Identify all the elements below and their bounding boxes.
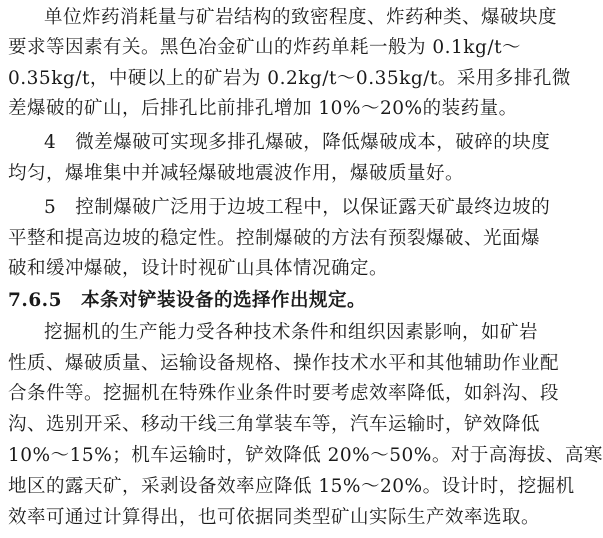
item-5-line-1: 5 控制爆破广泛用于边坡工程中，以保证露天矿最终边坡的 bbox=[44, 197, 551, 218]
para-line-1: 挖掘机的生产能力受各种技术条件和组织因素影响，如矿岩 bbox=[44, 322, 539, 343]
item-5-line-3: 破和缓冲爆破，设计时视矿山具体情况确定。 bbox=[8, 258, 389, 279]
para-line-5: 10%～15%；机车运输时，铲效降低 20%～50%。对于高海拔、高寒 bbox=[8, 445, 603, 466]
para-line-6: 地区的露天矿，采剥设备效率应降低 15%～20%。设计时，挖掘机 bbox=[8, 476, 575, 497]
section-heading-7-6-5: 7.6.5 本条对铲装设备的选择作出规定。 bbox=[8, 290, 366, 311]
text-line-3: 0.35kg/t，中硬以上的矿岩为 0.2kg/t～0.35kg/t。采用多排孔微 bbox=[8, 68, 571, 89]
para-line-3: 合条件等。挖掘机在特殊作业条件时要考虑效率降低，如斜沟、段 bbox=[8, 383, 560, 404]
para-line-4: 沟、选别开采、移动干线三角掌装车等，汽车运输时，铲效降低 bbox=[8, 414, 541, 435]
para-line-7: 效率可通过计算得出，也可依据同类型矿山实际生产效率选取。 bbox=[8, 507, 541, 528]
text-line-1: 单位炸药消耗量与矿岩结构的致密程度、炸药种类、爆破块度 bbox=[44, 7, 558, 28]
item-4-line-1: 4 微差爆破可实现多排孔爆破，降低爆破成本，破碎的块度 bbox=[44, 132, 551, 153]
text-line-4: 差爆破的矿山，后排孔比前排孔增加 10%～20%的装药量。 bbox=[8, 98, 518, 119]
para-line-2: 性质、爆破质量、运输设备规格、操作技术水平和其他辅助作业配 bbox=[8, 353, 560, 374]
item-4-line-2: 均匀，爆堆集中并减轻爆破地震波作用，爆破质量好。 bbox=[8, 163, 465, 184]
item-5-line-2: 平整和提高边坡的稳定性。控制爆破的方法有预裂爆破、光面爆 bbox=[8, 228, 541, 249]
text-line-2: 要求等因素有关。黑色冶金矿山的炸药单耗一般为 0.1kg/t～ bbox=[8, 37, 522, 58]
